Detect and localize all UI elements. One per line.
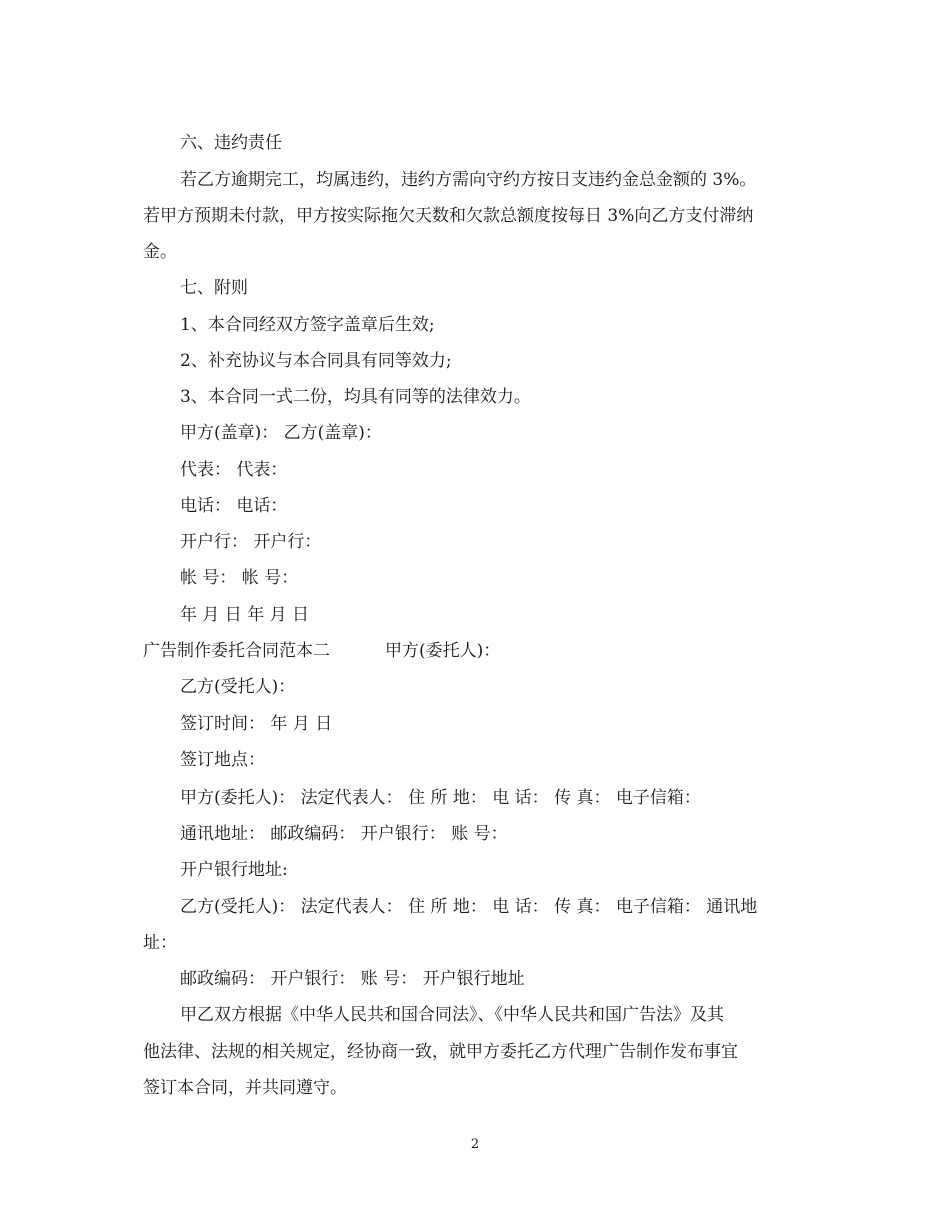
party-b-label: 乙方(受托人)： [180,677,296,697]
list-item: 3、本合同一式二份，均具有同等的法律效力。 [180,387,531,407]
signature-date: 年 月 日 年 月 日 [180,605,310,625]
party-b-info: 乙方(受托人)： 法定代表人： 住 所 地： 电 话： 传 真： 电子信箱： 通讯地 [180,897,758,917]
party-b-info: 址： [143,933,177,953]
sign-place: 签订地点： [180,750,265,770]
signature-line: 甲方(盖章)： 乙方(盖章)： [180,423,382,443]
party-a-label: 甲方(委托人)： [385,641,501,661]
list-item: 1、本合同经双方签字盖章后生效; [180,315,435,335]
sign-time: 签订时间： 年 月 日 [180,714,333,734]
paragraph-line: 签订本合同，并共同遵守。 [143,1078,347,1098]
paragraph-line: 若乙方逾期完工，均属违约，违约方需向守约方按日支违约金总金额的 3%。 [180,170,757,190]
paragraph-line: 甲乙双方根据《中华人民共和国合同法》、《中华人民共和国广告法》及其 [180,1005,724,1025]
section-heading: 七、附则 [180,278,248,298]
signature-line: 电话： 电话： [180,496,288,516]
signature-line: 帐 号： 帐 号： [180,568,299,588]
party-a-info: 通讯地址： 邮政编码： 开户银行： 账 号： [180,824,508,844]
party-b-info: 邮政编码： 开户银行： 账 号： 开户银行地址 [180,969,525,989]
section-heading: 六、违约责任 [180,133,282,153]
party-a-info: 甲方(委托人)： 法定代表人： 住 所 地： 电 话： 传 真： 电子信箱： [180,788,701,808]
paragraph-line: 他法律、法规的相关规定，经协商一致，就甲方委托乙方代理广告制作发布事宜 [143,1042,738,1062]
party-a-bank-address: 开户银行地址: [180,860,288,880]
template-title: 广告制作委托合同范本二 [143,641,330,661]
signature-line: 代表： 代表： [180,460,288,480]
paragraph-line: 金。 [143,242,177,262]
page-number: 2 [470,1137,480,1152]
signature-line: 开户行： 开户行： [180,532,322,552]
paragraph-line: 若甲方预期未付款，甲方按实际拖欠天数和欠款总额度按每日 3%向乙方支付滞纳 [143,206,754,226]
list-item: 2、补充协议与本合同具有同等效力; [180,351,452,371]
